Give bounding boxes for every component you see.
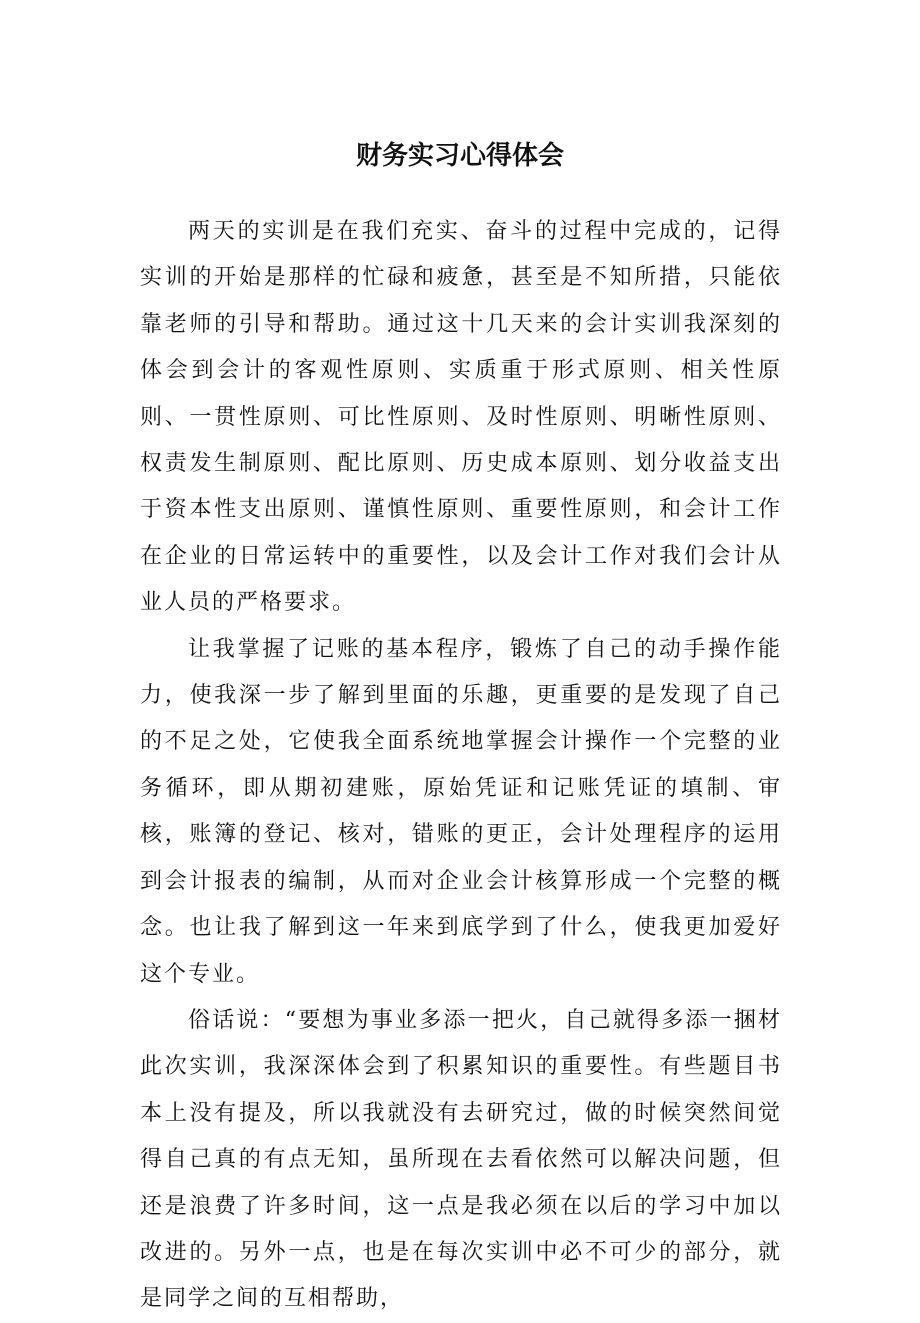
- document-title: 财务实习心得体会: [355, 141, 564, 172]
- paragraph-1: 两天的实训是在我们充实、奋斗的过程中完成的，记得实训的开始是那样的忙碌和疲惫，甚至是不知所措，只能依靠老师的引导和帮助。通过这十几天来的会计实训我深刻的体会到会计的客观性原则、实质重于形式原则、相关性原则、一贯性原则、可比性原则、及时性原则、明晰性原则、权责发生制原则、配比原则、历史成本原则、划分收益支出于资本性支出原则、谨慎性原则、重要性原则，和会计工作在企业的日常运转中的重要性，以及会计工作对我们会计从业人员的严格要求。: [140, 219, 782, 616]
- paragraph-2: 让我掌握了记账的基本程序，锻炼了自己的动手操作能力，使我深一步了解到里面的乐趣，更重要的是发现了自己的不足之处，它使我全面系统地掌握会计操作一个完整的业务循环，即从期初建账，原始凭证和记账凭证的填制、审核，账簿的登记、核对，错账的更正，会计处理程序的运用到会计报表的编制，从而对企业会计核算形成一个完整的概念。也让我了解到这一年来到底学到了什么，使我更加爱好这个专业。: [140, 636, 782, 987]
- paragraph-3: 俗话说：“要想为事业多添一把火，自己就得多添一捆材此次实训，我深深体会到了积累知识的重要性。有些题目书本上没有提及，所以我就没有去研究过，做的时候突然间觉得自己真的有点无知，虽所现在去看依然可以解决问题，但还是浪费了许多时间，这一点是我必须在以后的学习中加以改进的。另外一点，也是在每次实训中必不可少的部分，就是同学之间的互相帮助，: [140, 1007, 782, 1312]
- document-body: [140, 209, 782, 1323]
